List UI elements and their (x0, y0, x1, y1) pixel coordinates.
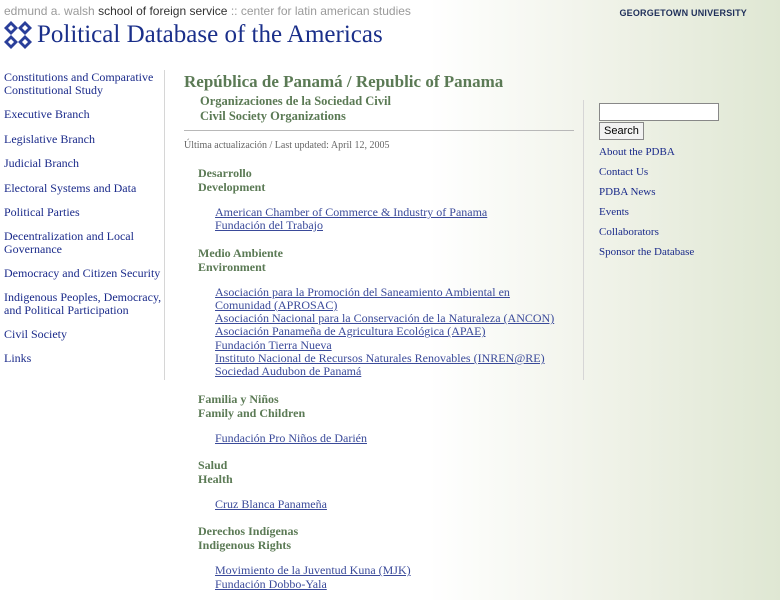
org-link[interactable]: Fundación Tierra Nueva (215, 337, 332, 352)
center-name: center for latin american studies (240, 4, 411, 18)
events-link[interactable]: Events (599, 206, 629, 218)
section-development (198, 166, 576, 233)
org-link[interactable]: Asociación Nacional para la Conservación de la Naturaleza (ANCON) (215, 311, 555, 326)
nav-civil-society[interactable]: Civil Society (4, 327, 67, 341)
nav-democracy-security[interactable]: Democracy and Citizen Security (4, 266, 161, 280)
nav-constitutions[interactable]: Constitutions and Comparative Constitutional Study (4, 70, 154, 97)
section-links (215, 498, 576, 511)
subtitle-es: Organizaciones de la Sociedad Civil (200, 94, 391, 108)
sponsor-link[interactable]: Sponsor the Database (599, 246, 695, 258)
right-links (599, 146, 769, 258)
left-nav (4, 71, 162, 365)
section-title-es: Derechos Indígenas (198, 524, 299, 539)
site-header (4, 20, 383, 50)
section-title-es: Medio Ambiente (198, 245, 283, 260)
search-input[interactable] (599, 103, 719, 121)
contact-link[interactable]: Contact Us (599, 166, 649, 178)
school-header (4, 4, 411, 18)
nav-electoral-systems[interactable]: Electoral Systems and Data (4, 181, 137, 195)
section-title-en: Indigenous Rights (198, 538, 292, 553)
section-title-en: Environment (198, 259, 266, 274)
section-links (215, 564, 576, 591)
section-indigenous-rights (198, 524, 576, 591)
search-button[interactable]: Search (599, 122, 644, 140)
page-title: República de Panamá / Republic of Panama (184, 72, 504, 91)
section-title-es: Familia y Niños (198, 391, 279, 406)
school-prefix: edmund a. walsh (4, 4, 95, 18)
org-link[interactable]: Fundación del Trabajo (215, 218, 323, 233)
section-links (215, 432, 576, 445)
section-title-en: Development (198, 180, 266, 194)
right-sidebar (599, 103, 769, 258)
section-links (215, 286, 576, 379)
header-separator: :: (230, 4, 238, 18)
org-link[interactable]: Fundación Dobbo-Yala (215, 576, 327, 591)
university-name: GEORGETOWN UNIVERSITY (619, 8, 747, 18)
site-title[interactable]: Political Database of the Americas (37, 21, 383, 48)
section-title-en: Family and Children (198, 405, 306, 420)
nav-executive-branch[interactable]: Executive Branch (4, 107, 90, 121)
left-divider (164, 70, 165, 380)
section-family-children (198, 392, 576, 445)
nav-links[interactable]: Links (4, 351, 32, 365)
nav-indigenous-peoples[interactable]: Indigenous Peoples, Democracy, and Political Participation (4, 290, 162, 317)
nav-legislative-branch[interactable]: Legislative Branch (4, 132, 95, 146)
nav-decentralization[interactable]: Decentralization and Local Governance (4, 229, 134, 256)
subtitle-en: Civil Society Organizations (200, 109, 346, 123)
section-title-en: Health (198, 471, 233, 486)
about-link[interactable]: About the PDBA (599, 146, 675, 158)
right-divider (583, 100, 584, 380)
org-link[interactable]: Asociación para la Promoción del Saneamiento Ambiental en Comunidad (APROSAC) (215, 284, 510, 312)
org-link[interactable]: Sociedad Audubon de Panamá (215, 364, 362, 379)
org-link[interactable]: Movimiento de la Juventud Kuna (MJK) (215, 563, 411, 578)
main-content (184, 72, 576, 591)
org-link[interactable]: Asociación Panameña de Agricultura Ecológica (APAE) (215, 324, 486, 339)
collaborators-link[interactable]: Collaborators (599, 226, 659, 238)
org-link[interactable]: American Chamber of Commerce & Industry of Panama (215, 205, 488, 219)
news-link[interactable]: PDBA News (599, 186, 656, 198)
section-title-es: Salud (198, 457, 228, 472)
org-link[interactable]: Instituto Nacional de Recursos Naturales Renovables (INREN@RE) (215, 351, 545, 366)
section-title-es: Desarrollo (198, 166, 252, 180)
section-links (215, 206, 576, 233)
org-link[interactable]: Cruz Blanca Panameña (215, 496, 327, 511)
title-divider (184, 130, 574, 131)
section-health (198, 458, 576, 511)
section-environment (198, 246, 576, 379)
org-link[interactable]: Fundación Pro Niños de Darién (215, 430, 367, 445)
last-updated: Última actualización / Last updated: April 12, 2005 (184, 140, 390, 151)
nav-judicial-branch[interactable]: Judicial Branch (4, 156, 79, 170)
nav-political-parties[interactable]: Political Parties (4, 205, 80, 219)
pdba-logo-icon[interactable] (4, 21, 32, 49)
school-name: school of foreign service (98, 4, 228, 18)
